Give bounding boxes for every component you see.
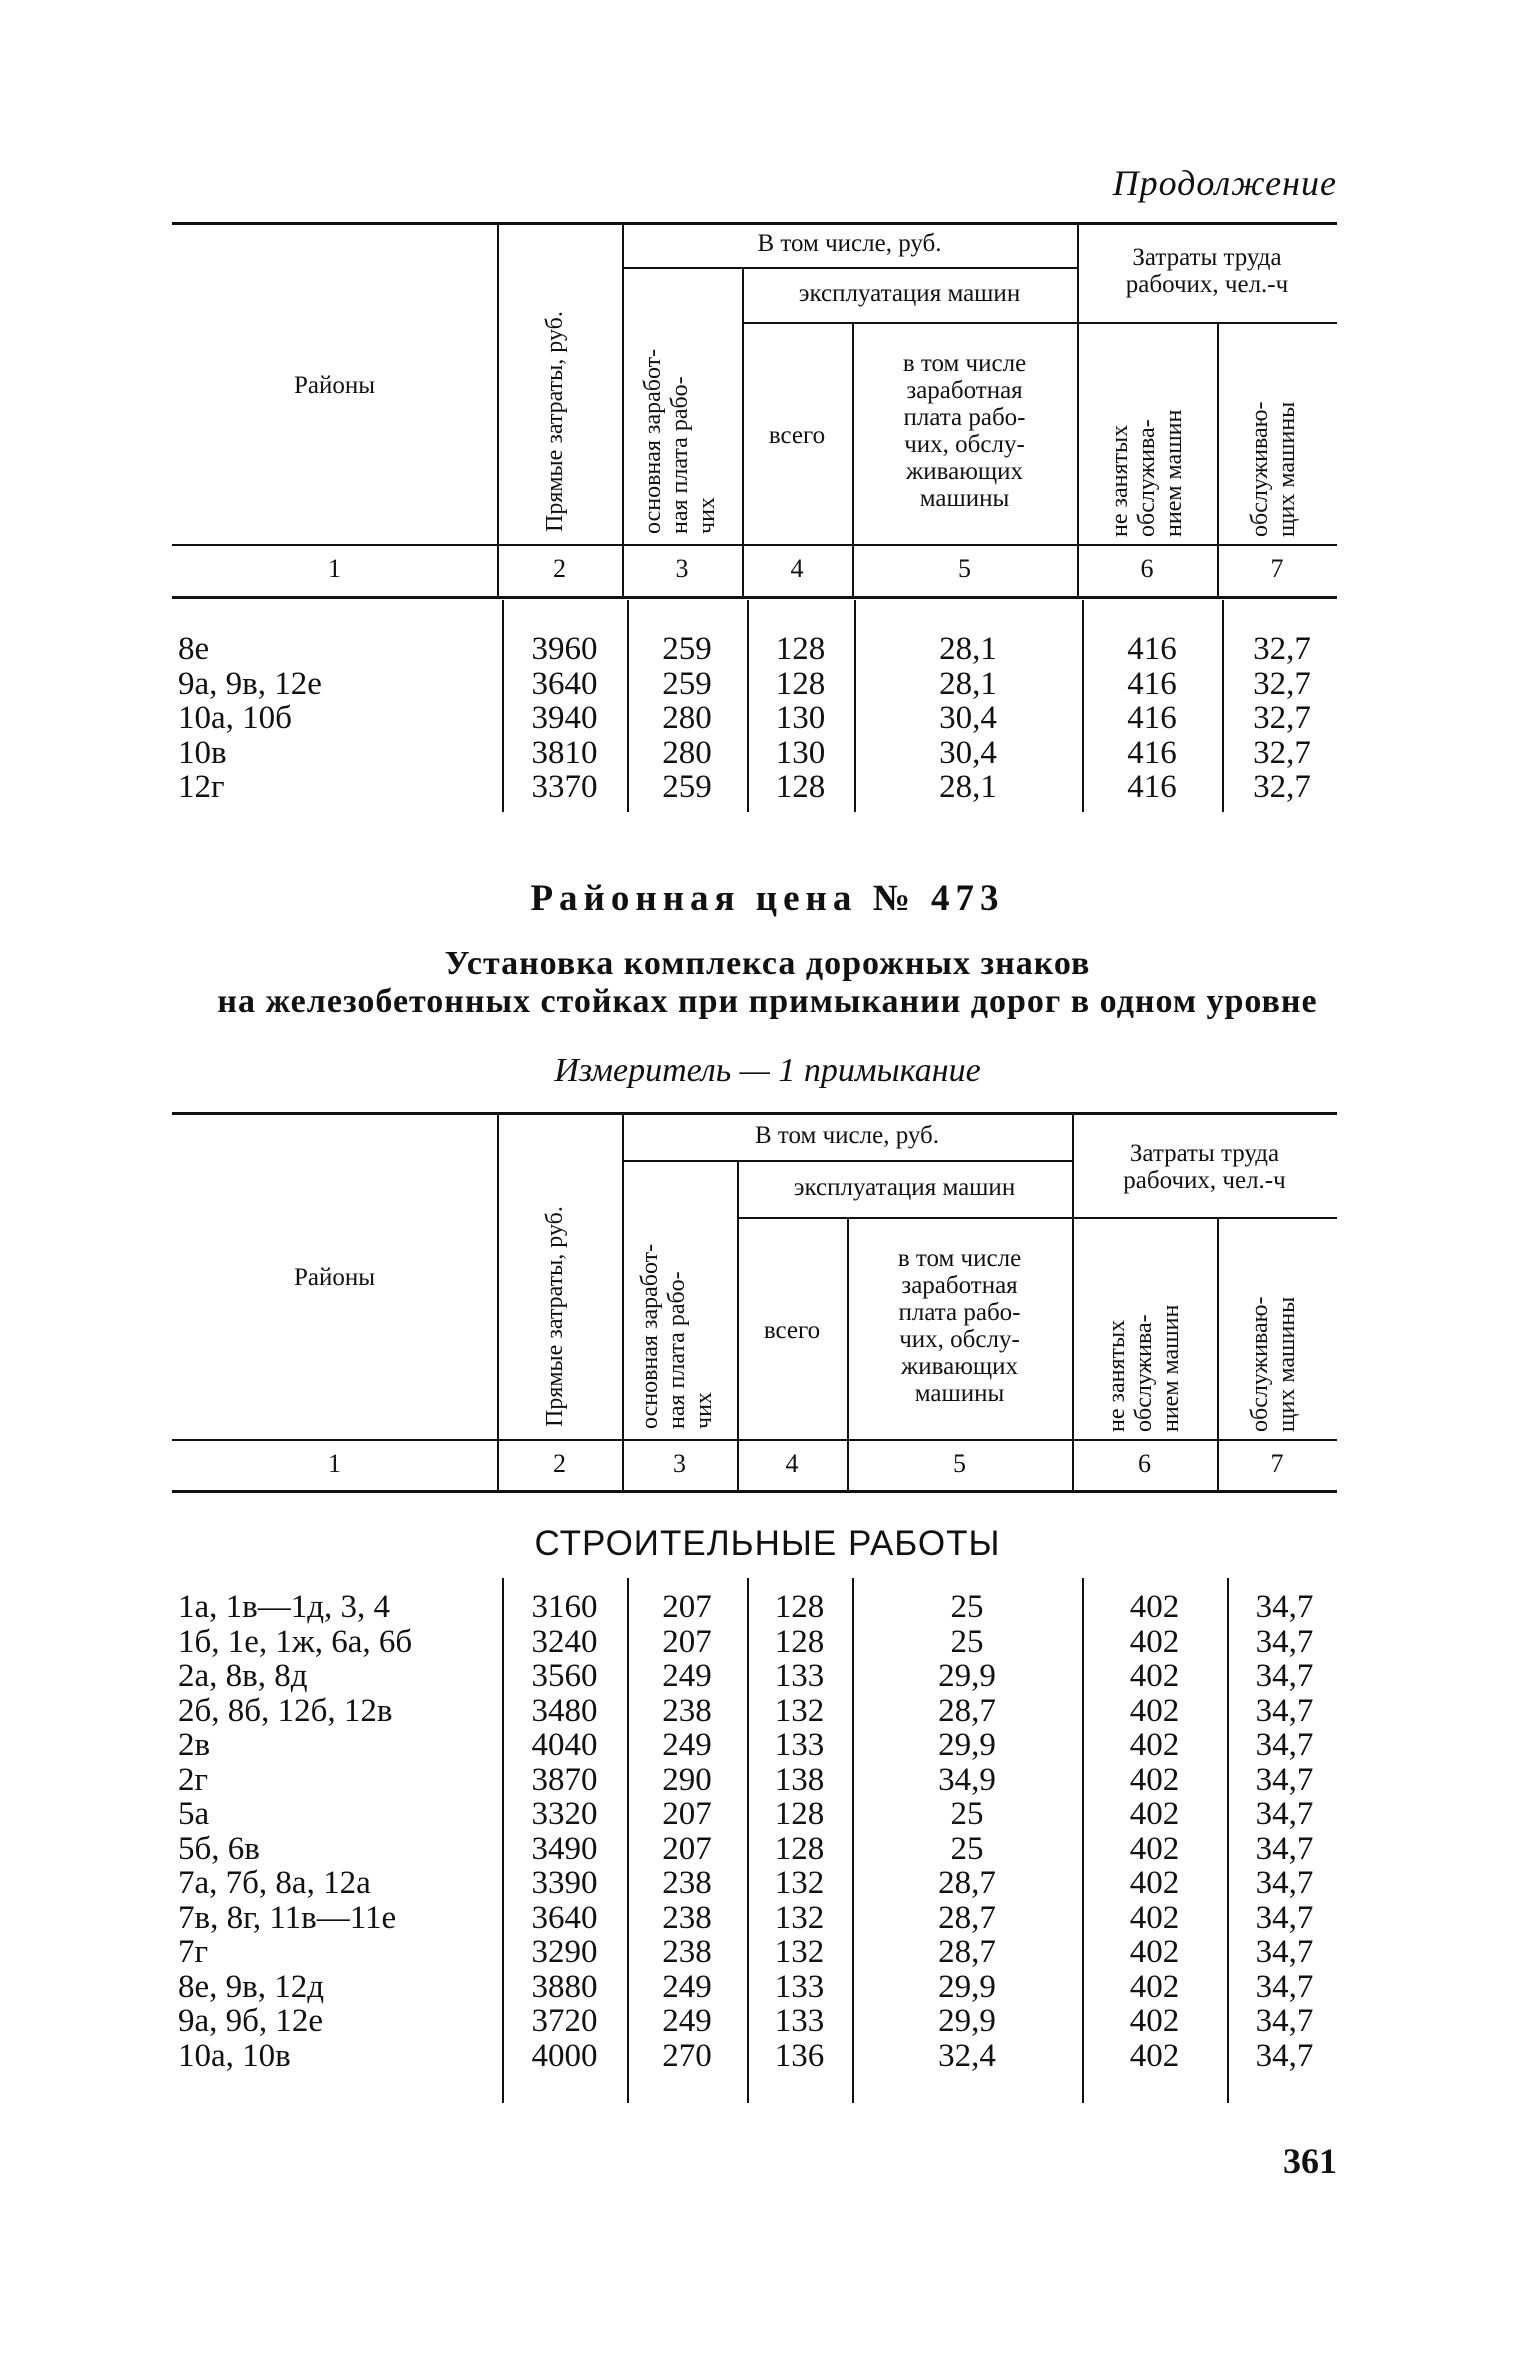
cell-value: 402 — [1129, 1692, 1180, 1729]
cell-value: 3240 — [531, 1623, 598, 1660]
subtitle-line2: на железобетонных стойках при примыкании дорог в одном уровне — [217, 983, 1318, 1020]
cell-value: 259 — [662, 631, 712, 667]
cell-value: 28,1 — [939, 631, 997, 667]
cell-value: 3160 — [531, 1589, 598, 1625]
cell-value: 32,4 — [938, 2037, 996, 2074]
table-row — [172, 1763, 1337, 1798]
cell-value: 34,7 — [1255, 1968, 1314, 2005]
cell-value: 3370 — [531, 769, 598, 805]
cell-value: 3290 — [531, 1934, 598, 1970]
header2-pryamye: Прямые затраты, руб. — [542, 1206, 568, 1427]
cell-value: 34,7 — [1255, 1692, 1314, 1729]
cell-value: 3490 — [531, 1830, 598, 1867]
cell-value: 34,7 — [1255, 1761, 1314, 1798]
colnum-2: 2 — [553, 554, 566, 583]
cell-value: 30,4 — [939, 734, 997, 771]
table-row — [172, 770, 1337, 805]
cell-value: 28,7 — [938, 1865, 996, 1901]
cell-value: 128 — [774, 1589, 825, 1625]
cell-value: 32,7 — [1253, 734, 1311, 771]
cell-value: 402 — [1129, 1761, 1180, 1798]
cell-value: 402 — [1129, 1623, 1180, 1660]
cell-value: 34,7 — [1255, 2003, 1314, 2039]
table-row — [172, 1728, 1337, 1763]
page-number: 361 — [1283, 2141, 1337, 2181]
cell-value: 290 — [662, 1761, 712, 1798]
cell-rayon: 5а — [178, 1796, 210, 1832]
header-v-tom-chisle: В том числе, руб. — [757, 230, 942, 257]
cell-value: 4040 — [531, 1727, 598, 1763]
cell-value: 402 — [1129, 1658, 1180, 1694]
header-pryamye: Прямые затраты, руб. — [542, 311, 568, 532]
table1-header — [172, 222, 1337, 600]
cell-value: 28,7 — [938, 1692, 996, 1729]
cell-value: 3640 — [531, 665, 598, 702]
cell-rayon: 9а, 9в, 12е — [178, 665, 322, 702]
cell-value: 28,1 — [939, 665, 997, 702]
cell-value: 34,7 — [1255, 2037, 1314, 2074]
cell-value: 3480 — [531, 1692, 598, 1729]
cell-value: 402 — [1129, 2037, 1180, 2074]
cell-value: 3720 — [531, 2003, 598, 2039]
header-v-tom-chisle-zp: в том числе заработная плата рабо- чих, обслу- живающих машины — [902, 350, 1027, 512]
colnum2-5: 5 — [953, 1449, 966, 1478]
cell-value: 25 — [950, 1623, 984, 1660]
cell-value: 128 — [775, 769, 826, 805]
cell-value: 29,9 — [938, 1968, 996, 2005]
cell-value: 128 — [774, 1830, 825, 1867]
cell-value: 4000 — [531, 2037, 598, 2074]
cell-rayon: 10а, 10в — [178, 2037, 291, 2074]
cell-rayon: 8е — [178, 631, 210, 667]
cell-value: 402 — [1129, 1899, 1180, 1936]
colnum-5: 5 — [958, 554, 971, 583]
cell-value: 416 — [1127, 734, 1177, 771]
cell-value: 25 — [950, 1830, 984, 1867]
cell-value: 128 — [775, 665, 826, 702]
header-rayony: Районы — [293, 372, 376, 399]
colnum2-1: 1 — [328, 1449, 341, 1478]
cell-rayon: 5б, 6в — [178, 1830, 260, 1867]
cell-value: 128 — [774, 1623, 825, 1660]
table2-header — [172, 1112, 1337, 1492]
cell-value: 34,7 — [1255, 1727, 1314, 1763]
cell-value: 28,7 — [938, 1934, 996, 1970]
cell-rayon: 8е, 9в, 12д — [178, 1968, 325, 2005]
table-row — [172, 2039, 1337, 2074]
table-row — [172, 1590, 1337, 1625]
cell-value: 207 — [662, 1589, 712, 1625]
cell-rayon: 12г — [178, 769, 225, 805]
cell-value: 207 — [662, 1830, 712, 1867]
table-row — [172, 1970, 1337, 2005]
header-obsluzh: обслуживаю- щих машины — [1247, 401, 1300, 537]
cell-value: 34,7 — [1255, 1830, 1314, 1867]
header2-zatraty: Затраты труда рабочих, чел.-ч — [1123, 1140, 1286, 1194]
cell-rayon: 2г — [178, 1761, 209, 1798]
cell-value: 133 — [774, 2003, 825, 2039]
header-ekspl: эксплуатация машин — [798, 280, 1021, 307]
header2-osnovnaya: основная заработ- ная плата рабо- чих — [637, 1243, 717, 1429]
cell-value: 3640 — [531, 1899, 598, 1936]
cell-rayon: 2в — [178, 1727, 211, 1763]
cell-value: 34,7 — [1255, 1589, 1314, 1625]
table-row — [172, 1659, 1337, 1694]
continuation-label: Продолжение — [1112, 163, 1337, 203]
colnum-4: 4 — [790, 554, 804, 583]
section-title: СТРОИТЕЛЬНЫЕ РАБОТЫ — [534, 1524, 1001, 1563]
measure-unit: Измеритель — 1 примыкание — [554, 1052, 981, 1089]
cell-value: 207 — [662, 1796, 712, 1832]
cell-rayon: 7а, 7б, 8а, 12а — [178, 1865, 371, 1901]
cell-value: 128 — [774, 1796, 825, 1832]
cell-value: 29,9 — [938, 1658, 996, 1694]
cell-value: 133 — [774, 1727, 825, 1763]
cell-value: 28,1 — [939, 769, 997, 805]
cell-value: 402 — [1129, 1727, 1180, 1763]
cell-value: 34,7 — [1255, 1796, 1314, 1832]
header2-v-tom-chisle-zp: в том числе заработная плата рабо- чих, обслу- живающих машины — [897, 1245, 1022, 1407]
cell-value: 402 — [1129, 1589, 1180, 1625]
cell-value: 402 — [1129, 1968, 1180, 2005]
table2-body — [172, 1578, 1337, 2108]
cell-value: 3560 — [531, 1658, 598, 1694]
cell-rayon: 2б, 8б, 12б, 12в — [178, 1692, 393, 1729]
cell-value: 128 — [775, 631, 826, 667]
cell-value: 249 — [662, 1968, 712, 2005]
cell-value: 32,7 — [1253, 631, 1311, 667]
cell-value: 30,4 — [939, 700, 997, 736]
cell-value: 259 — [662, 769, 712, 805]
cell-value: 32,7 — [1253, 700, 1311, 736]
cell-value: 133 — [774, 1968, 825, 2005]
table-row — [172, 667, 1337, 702]
cell-rayon: 1а, 1в—1д, 3, 4 — [178, 1589, 391, 1625]
table-row — [172, 1832, 1337, 1867]
cell-value: 34,7 — [1255, 1934, 1314, 1970]
cell-value: 3880 — [531, 1968, 598, 2005]
table-row — [172, 1866, 1337, 1901]
colnum-7: 7 — [1270, 554, 1284, 583]
header-zatraty: Затраты труда рабочих, чел.-ч — [1125, 244, 1289, 298]
table-row — [172, 1935, 1337, 1970]
cell-value: 3960 — [531, 631, 598, 667]
cell-value: 34,9 — [938, 1761, 996, 1798]
colnum2-2: 2 — [553, 1449, 566, 1478]
header-vsego: всего — [768, 422, 826, 449]
cell-rayon: 10в — [178, 734, 227, 771]
cell-value: 28,7 — [938, 1899, 996, 1936]
colnum2-7: 7 — [1270, 1449, 1284, 1478]
table-row — [172, 1797, 1337, 1832]
cell-value: 280 — [662, 700, 712, 736]
header2-obsluzh: обслуживаю- щих машины — [1247, 1296, 1300, 1432]
cell-value: 34,7 — [1255, 1865, 1314, 1901]
cell-value: 207 — [662, 1623, 712, 1660]
header-osnovnaya: основная заработ- ная плата рабо- чих — [640, 348, 720, 534]
table-row — [172, 736, 1337, 771]
cell-rayon: 1б, 1е, 1ж, 6а, 6б — [178, 1623, 413, 1660]
header2-ne-zanyatyh: не занятых обслужива- нием машин — [1104, 1304, 1184, 1432]
cell-value: 402 — [1129, 1830, 1180, 1867]
cell-value: 3810 — [531, 734, 598, 771]
cell-value: 238 — [662, 1865, 712, 1901]
cell-value: 29,9 — [938, 2003, 996, 2039]
table-row — [172, 1625, 1337, 1660]
header2-vsego: всего — [763, 1317, 821, 1344]
cell-value: 132 — [774, 1934, 825, 1970]
cell-value: 130 — [775, 700, 826, 736]
header2-ekspl: эксплуатация машин — [793, 1174, 1016, 1201]
cell-value: 32,7 — [1253, 769, 1311, 805]
cell-value: 34,7 — [1255, 1658, 1314, 1694]
colnum-1: 1 — [328, 554, 341, 583]
cell-value: 416 — [1127, 665, 1177, 702]
colnum-3: 3 — [675, 554, 689, 583]
cell-rayon: 10а, 10б — [178, 700, 292, 736]
cell-rayon: 2а, 8в, 8д — [178, 1658, 308, 1694]
cell-value: 130 — [775, 734, 826, 771]
colnum2-3: 3 — [673, 1449, 686, 1478]
header2-v-tom-chisle: В том числе, руб. — [754, 1122, 940, 1149]
price-title: Районная цена № 473 — [530, 878, 1005, 919]
cell-value: 238 — [662, 1899, 712, 1936]
colnum2-4: 4 — [785, 1449, 799, 1478]
cell-value: 25 — [950, 1796, 984, 1832]
cell-value: 3940 — [531, 700, 598, 736]
cell-value: 416 — [1127, 631, 1177, 667]
cell-value: 270 — [662, 2037, 712, 2074]
cell-value: 238 — [662, 1692, 712, 1729]
cell-value: 3870 — [531, 1761, 598, 1798]
cell-value: 238 — [662, 1934, 712, 1970]
table-row — [172, 1901, 1337, 1936]
cell-value: 259 — [662, 665, 712, 702]
cell-value: 138 — [774, 1761, 825, 1798]
table-row — [172, 1694, 1337, 1729]
table1-body — [172, 600, 1337, 815]
cell-value: 132 — [774, 1899, 825, 1936]
cell-value: 3320 — [531, 1796, 598, 1832]
cell-value: 133 — [774, 1658, 825, 1694]
cell-rayon: 9а, 9б, 12е — [178, 2003, 324, 2039]
cell-value: 136 — [774, 2037, 825, 2074]
cell-value: 402 — [1129, 1934, 1180, 1970]
table-row — [172, 2004, 1337, 2039]
table-row — [172, 632, 1337, 667]
cell-value: 32,7 — [1253, 665, 1311, 702]
colnum-6: 6 — [1140, 554, 1154, 583]
cell-value: 29,9 — [938, 1727, 996, 1763]
cell-value: 249 — [662, 1727, 712, 1763]
subtitle-line1: Установка комплекса дорожных знаков — [444, 945, 1091, 982]
cell-value: 132 — [774, 1865, 825, 1901]
colnum2-6: 6 — [1138, 1449, 1151, 1478]
cell-value: 416 — [1127, 700, 1177, 736]
cell-value: 249 — [662, 2003, 712, 2039]
cell-value: 280 — [662, 734, 712, 771]
cell-rayon: 7г — [178, 1934, 209, 1970]
cell-value: 3390 — [531, 1865, 598, 1901]
cell-value: 416 — [1127, 769, 1177, 805]
header2-rayony: Районы — [293, 1264, 376, 1291]
table-row — [172, 701, 1337, 736]
cell-value: 402 — [1129, 1865, 1180, 1901]
header-ne-zanyatyh: не занятых обслужива- нием машин — [1107, 409, 1187, 537]
cell-value: 34,7 — [1255, 1623, 1314, 1660]
cell-value: 25 — [950, 1589, 984, 1625]
cell-value: 132 — [774, 1692, 825, 1729]
cell-value: 249 — [662, 1658, 712, 1694]
cell-value: 34,7 — [1255, 1899, 1314, 1936]
cell-rayon: 7в, 8г, 11в—11е — [178, 1899, 397, 1936]
cell-value: 402 — [1129, 1796, 1180, 1832]
cell-value: 402 — [1129, 2003, 1180, 2039]
